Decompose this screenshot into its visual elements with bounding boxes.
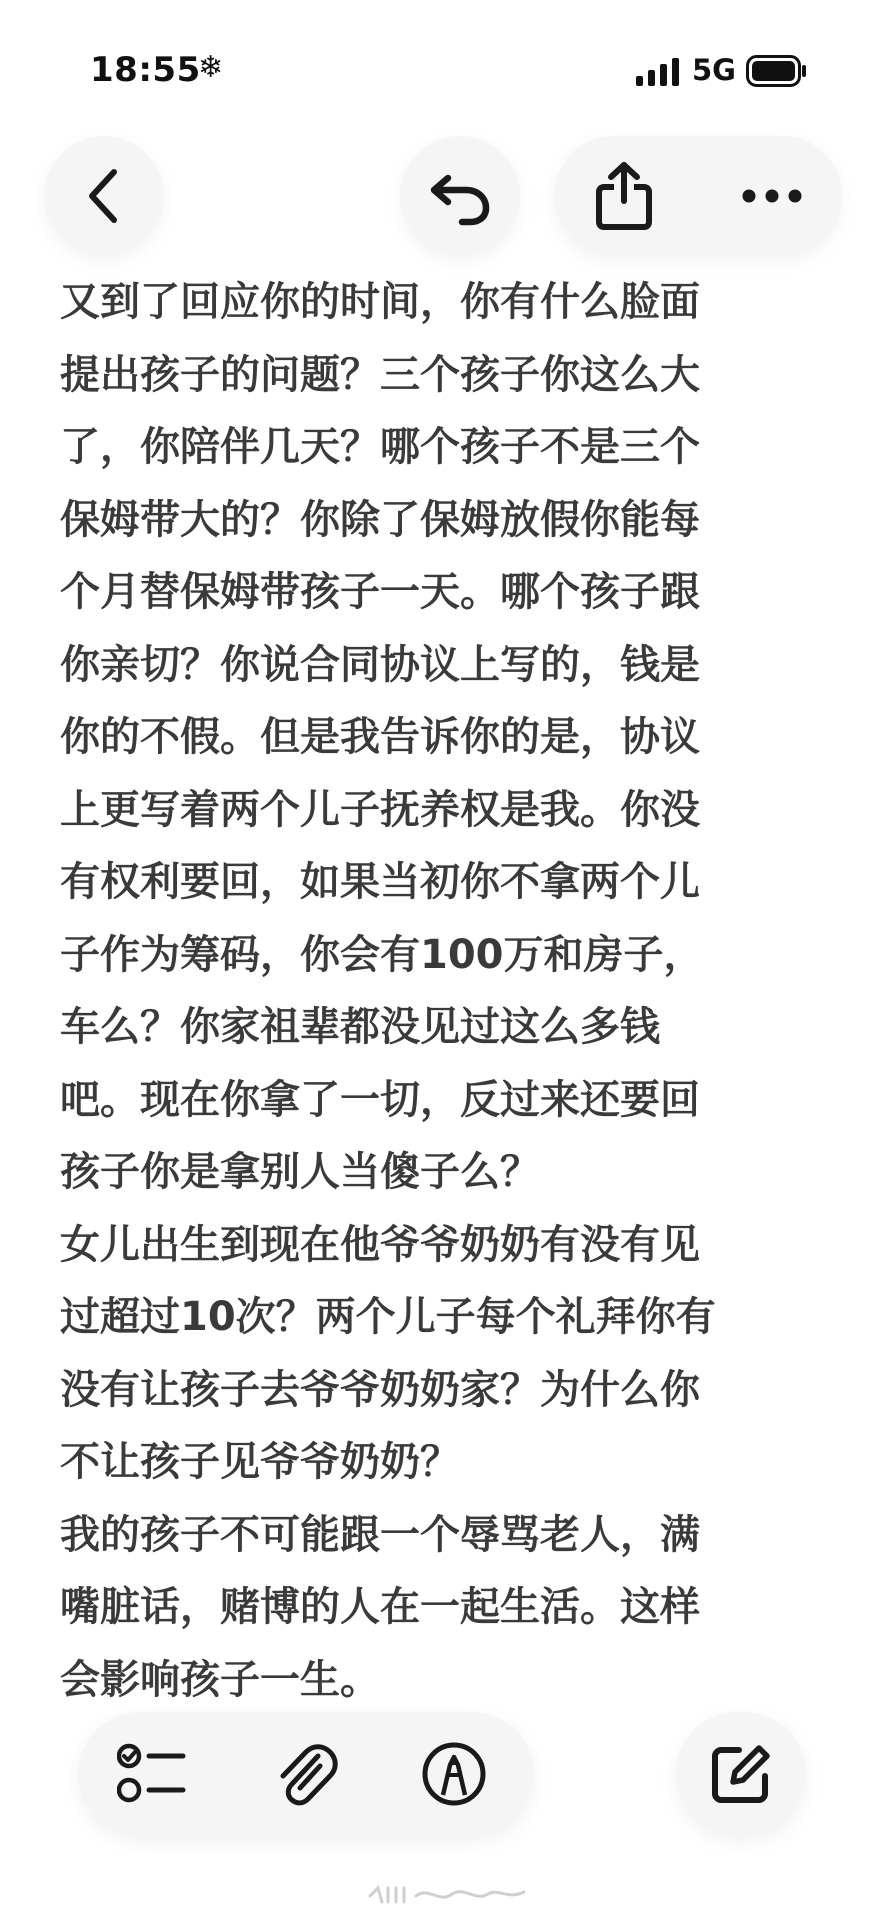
note-line: 过超过10次？两个儿子每个礼拜你有 bbox=[60, 1294, 716, 1340]
note-line: 嘴脏话，赌博的人在一起生活。这样 bbox=[60, 1584, 700, 1630]
checklist-icon bbox=[117, 1743, 187, 1805]
actions-pill bbox=[554, 136, 842, 256]
checklist-button[interactable] bbox=[92, 1712, 212, 1836]
note-line: 子作为筹码，你会有100万和房子， bbox=[60, 931, 704, 978]
undo-icon bbox=[428, 166, 492, 226]
note-line: 你亲切？你说合同协议上写的，钱是 bbox=[60, 641, 700, 688]
share-icon bbox=[594, 161, 654, 231]
note-line: 不让孩子见爷爷奶奶？ bbox=[60, 1439, 460, 1485]
compose-icon bbox=[709, 1742, 773, 1806]
markup-pen-icon bbox=[421, 1741, 487, 1807]
note-line: 我的孩子不可能跟一个辱骂老人，满 bbox=[60, 1511, 700, 1558]
note-line: 没有让孩子去爷爷奶奶家？为什么你 bbox=[60, 1366, 700, 1413]
note-line: 吧。现在你拿了一切，反过来还要回 bbox=[60, 1076, 700, 1123]
note-line: 个月替保姆带孩子一天。哪个孩子跟 bbox=[60, 569, 700, 615]
bottom-toolbar bbox=[78, 1712, 534, 1836]
note-line: 车么？你家祖辈都没见过这么多钱 bbox=[60, 1004, 660, 1050]
note-line: 了，你陪伴几天？哪个孩子不是三个 bbox=[60, 424, 700, 470]
snowflake-icon: ❄ bbox=[198, 50, 224, 85]
note-line: 有权利要回，如果当初你不拿两个儿 bbox=[60, 859, 700, 905]
chevron-left-icon bbox=[84, 166, 124, 226]
back-button[interactable] bbox=[44, 136, 164, 256]
note-line: 你的不假。但是我告诉你的是，协议 bbox=[60, 714, 700, 760]
note-body[interactable] bbox=[60, 266, 840, 1716]
status-bar bbox=[0, 0, 886, 120]
paperclip-icon bbox=[274, 1738, 338, 1810]
undo-button[interactable] bbox=[400, 136, 520, 256]
more-button[interactable] bbox=[702, 136, 842, 256]
markup-button[interactable] bbox=[394, 1712, 514, 1836]
signal-bars-icon bbox=[636, 58, 680, 86]
attach-button[interactable] bbox=[246, 1712, 366, 1836]
watermark-scribble bbox=[368, 1882, 528, 1906]
note-line: 又到了回应你的时间，你有什么脸面 bbox=[60, 279, 700, 325]
note-line: 会影响孩子一生。 bbox=[60, 1656, 380, 1703]
battery-icon bbox=[746, 55, 808, 87]
share-button[interactable] bbox=[554, 136, 694, 256]
compose-button[interactable] bbox=[676, 1712, 806, 1836]
status-time: 18:55 bbox=[90, 50, 201, 90]
note-line: 上更写着两个儿子抚养权是我。你没 bbox=[60, 786, 700, 833]
note-line: 女儿出生到现在他爷爷奶奶有没有见 bbox=[60, 1221, 700, 1268]
note-line: 保姆带大的？你除了保姆放假你能每 bbox=[60, 496, 700, 543]
note-line: 提出孩子的问题？三个孩子你这么大 bbox=[60, 351, 700, 398]
network-type: 5G bbox=[692, 53, 736, 87]
note-line: 孩子你是拿别人当傻子么？ bbox=[60, 1149, 540, 1195]
ellipsis-icon bbox=[741, 188, 803, 204]
